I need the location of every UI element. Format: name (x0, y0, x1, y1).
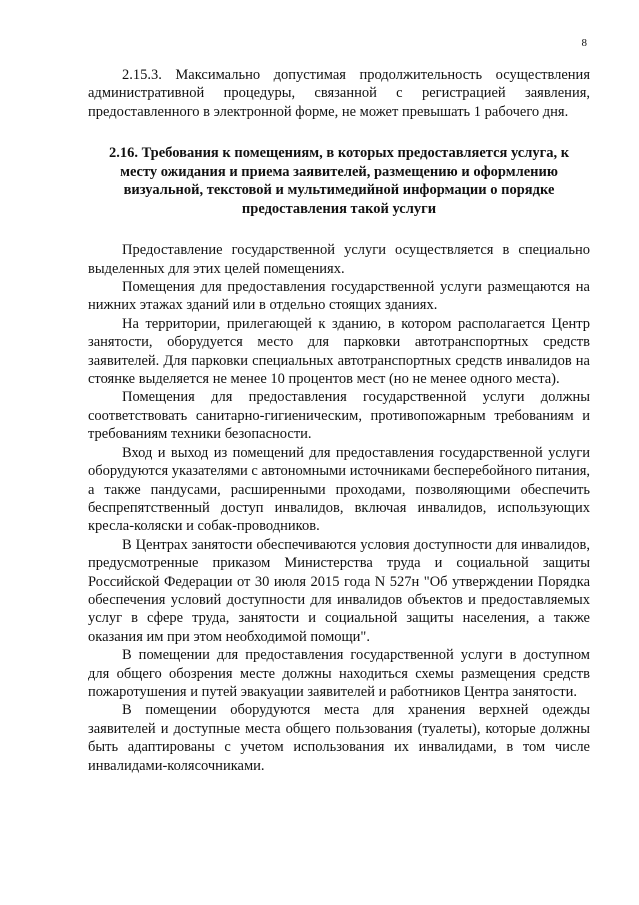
paragraph: На территории, прилегающей к зданию, в котором располагается Центр занятости, оборудуется место для парковки автотранспортных средств заявителей. Для парковки специальных автотранспортных средств инвалидов на стоянке выделяется не менее 10 процентов мест (но не менее одного места). (88, 315, 590, 388)
paragraph: Помещения для предоставления государственной услуги размещаются на нижних этажах зданий или в отдельно стоящих зданиях. (88, 279, 590, 314)
page-number: 8 (581, 37, 587, 49)
paragraph: В помещении для предоставления государственной услуги в доступном для общего обозрения месте должны находиться схемы размещения средств пожаротушения и путей эвакуации заявителей и работников Центра занятости. (88, 647, 590, 700)
paragraph: В Центрах занятости обеспечиваются условия доступности для инвалидов, предусмотренные приказом Министерства труда и социальной защиты Российской Федерации от 30 июля 2015 года N 527н "Об утверждении Порядка обеспечения условий доступности для инвалидов объектов и предоставляемых услуг в сфере труда, занятости и социальной защиты населения, а также оказания им при этом необходимой помощи". (88, 536, 590, 645)
paragraph: Помещения для предоставления государственной услуги должны соответствовать санитарно-гигиеническим, противопожарным требованиям и требованиям техники безопасности. (88, 389, 590, 443)
document-body (88, 66, 590, 775)
section-heading-2-16: 2.16. Требования к помещениям, в которых предоставляется услуга, к месту ожидания и приема заявителей, размещению и оформлению визуальной, текстовой и мультимедийной информации о порядке предоставления такой услуги (108, 145, 570, 217)
paragraph: В помещении оборудуются места для хранения верхней одежды заявителей и доступные места общего пользования (туалеты), которые должны быть адаптированы с учетом использования их инвалидами, в том числе инвалидами-колясочниками. (88, 702, 590, 774)
paragraph: Предоставление государственной услуги осуществляется в специально выделенных для этих целей помещениях. (88, 242, 590, 277)
paragraph: Вход и выход из помещений для предоставления государственной услуги оборудуются указателями с автономными источниками бесперебойного питания, а также пандусами, расширенными проходами, позволяющими обеспечить беспрепятственный доступ инвалидов, включая инвалидов, использующих кресла-коляски и собак-проводников. (88, 444, 590, 535)
paragraph-2-15-3: 2.15.3. Максимально допустимая продолжительность осуществления административной процедуры, связанной с регистрацией заявления, предоставленного в электронной форме, не может превышать 1 рабочего дня. (88, 67, 590, 120)
